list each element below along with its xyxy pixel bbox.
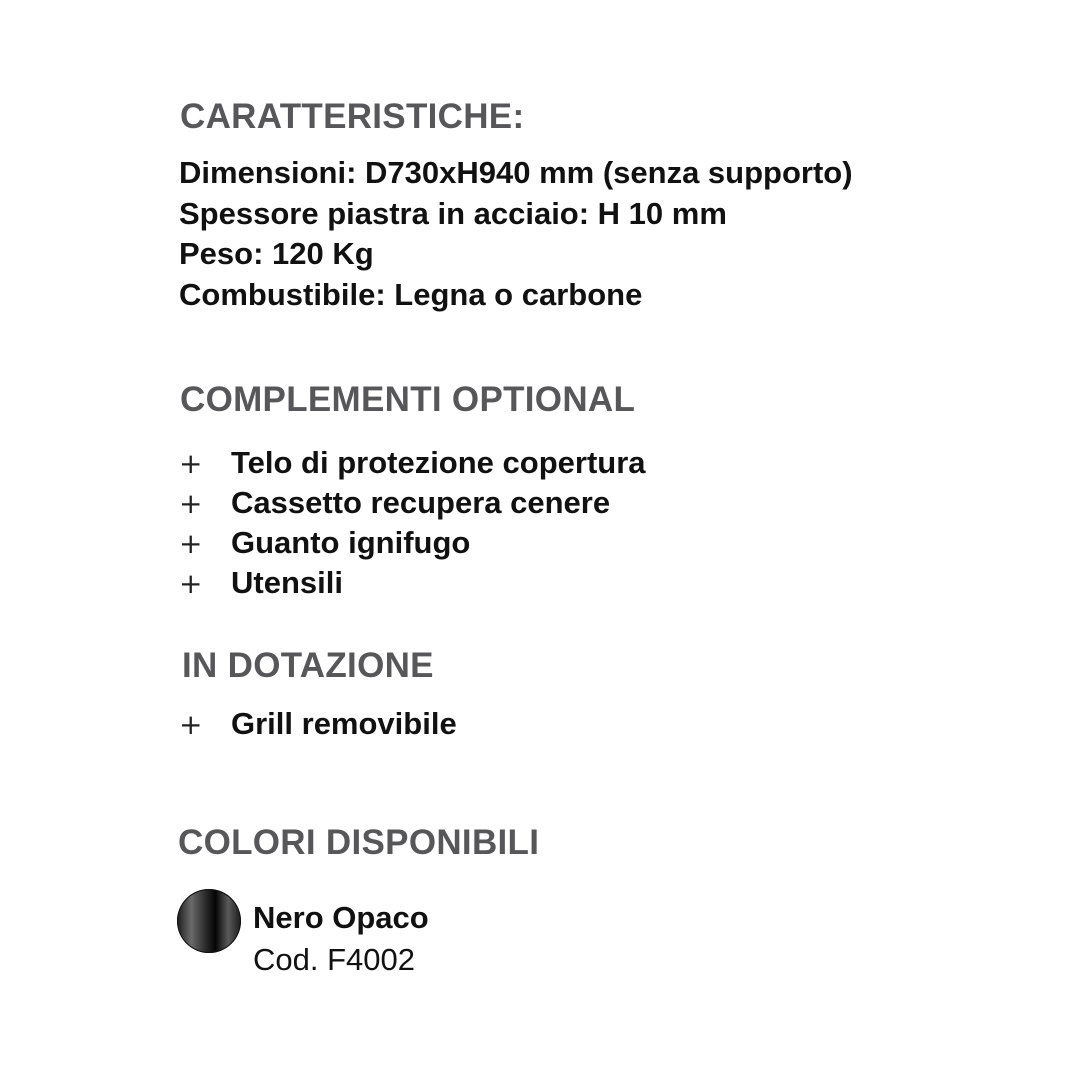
color-name: Nero Opaco [253, 900, 429, 935]
list-item-label: Grill removibile [231, 706, 457, 741]
list-item [179, 704, 457, 744]
color-swatch [177, 889, 241, 953]
plus-icon: + [179, 526, 203, 560]
spec-combustibile: Combustibile: Legna o carbone [179, 276, 643, 312]
complementi-heading: COMPLEMENTI OPTIONAL [180, 380, 636, 419]
caratteristiche-heading: CARATTERISTICHE: [180, 97, 525, 136]
list-item-label: Guanto ignifugo [231, 525, 471, 560]
caratteristiche-list [179, 153, 853, 315]
dotazione-heading: IN DOTAZIONE [182, 646, 434, 685]
plus-icon: + [179, 707, 203, 741]
dotazione-list [179, 704, 457, 744]
plus-icon: + [179, 566, 203, 600]
colori-heading: COLORI DISPONIBILI [178, 823, 540, 862]
list-item [179, 563, 646, 603]
list-item [179, 443, 646, 483]
spec-spessore: Spessore piastra in acciaio: H 10 mm [179, 195, 727, 231]
list-item-label: Telo di protezione copertura [231, 445, 646, 480]
plus-icon: + [179, 486, 203, 520]
plus-icon: + [179, 446, 203, 480]
list-item [179, 483, 646, 523]
list-item [179, 523, 646, 563]
complementi-list [179, 443, 646, 603]
list-item-label: Utensili [231, 565, 343, 600]
list-item-label: Cassetto recupera cenere [231, 485, 611, 520]
color-code: Cod. F4002 [253, 942, 415, 977]
spec-peso: Peso: 120 Kg [179, 236, 374, 271]
spec-dimensioni: Dimensioni: D730xH940 mm (senza supporto) [179, 155, 853, 190]
